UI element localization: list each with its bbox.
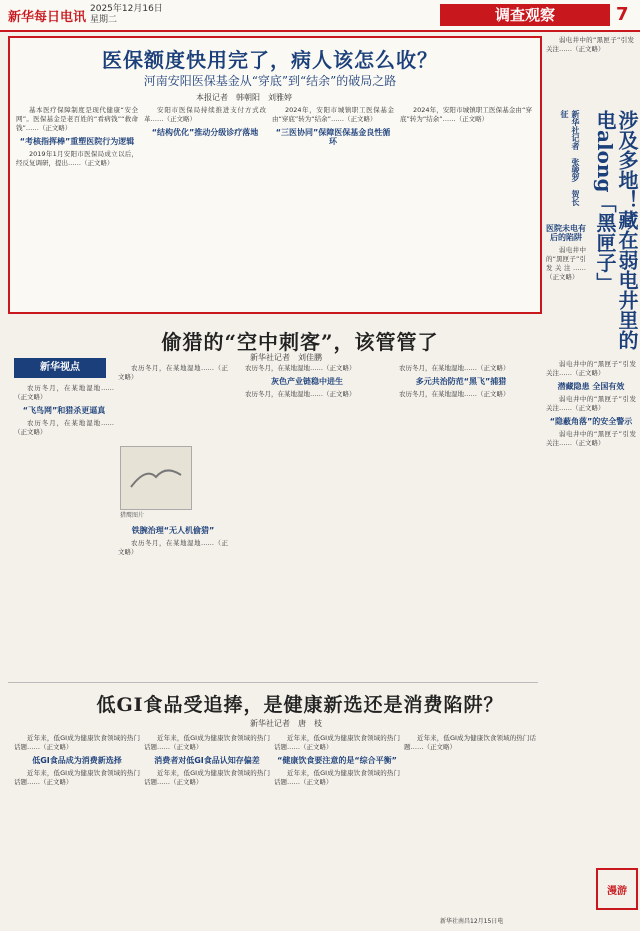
- article-c-title: 低GI食品受追捧，是健康新选还是消费陷阱？: [96, 694, 504, 716]
- article-c-subhead-2: 消费者对低GI食品认知存偏差: [154, 756, 260, 765]
- article-a-col-1: [16, 106, 138, 304]
- article-a-subhead-1: “考核指挥棒”重塑医院行为逻辑: [19, 137, 135, 146]
- article-c-para: 近年来，低GI成为健康饮食领域的热门话题……（正文略）: [144, 769, 270, 786]
- article-a-para: 2019年1月安阳市医保局成立以后，经反复调研，提出……（正文略）: [16, 150, 138, 167]
- article-b-para: 农历冬月，在某地湿地……（正文略）: [399, 364, 510, 372]
- article-c-byline: 新华社记者 唐 枝: [250, 719, 322, 728]
- article-a-col-2: [144, 106, 266, 304]
- article-b-subhead-4: 多元共治防范“黑飞”捕猎: [415, 377, 507, 386]
- article-b-subhead-2: 铁腕治理“无人机偷猎”: [131, 526, 215, 535]
- article-b-para: 农历冬月，在某地湿地……（正文略）: [245, 364, 356, 372]
- side-feature-subhead-2: 潜藏隐患 全国有效: [557, 382, 625, 391]
- article-b-para: 农历冬月，在某地湿地……（正文略）: [14, 419, 114, 436]
- newspaper-logo: 新华每日电讯: [8, 10, 87, 25]
- side-feature-byline: 新华社记者 张骏罗 贺长征: [560, 110, 581, 206]
- article-a-title: 医保额度快用完了，病人该怎么收？: [102, 48, 438, 72]
- article-c-para: 近年来，低GI成为健康饮食领域的热门话题……（正文略）: [14, 734, 140, 751]
- article-a-subhead-2: “结构优化”推动分级诊疗落地: [151, 128, 259, 137]
- article-b-para: 农历冬月，在某地湿地……（正文略）: [399, 390, 510, 398]
- article-c-col-3: [274, 734, 400, 924]
- side-feature-lead: [546, 36, 634, 106]
- article-a-byline: 本报记者 韩朝阳 刘雅婷: [196, 93, 292, 102]
- article-b-photo: [120, 446, 192, 510]
- side-feature-col-a: [546, 220, 586, 340]
- side-feature-para: 弱电井中的“黑匣子”引发关注……（正文略）: [546, 395, 636, 412]
- article-b-title: 偷猎的“空中刺客”，该管管了: [161, 330, 439, 354]
- article-c-col-1: [14, 734, 140, 924]
- article-c-para: 近年来，低GI成为健康饮食领域的热门话题……（正文略）: [274, 769, 400, 786]
- xinhua-viewpoint-badge: 新华视点: [14, 358, 106, 378]
- article-c-para: 近年来，低GI成为健康饮食领域的热门话题……（正文略）: [144, 734, 270, 751]
- article-b-para: 农历冬月，在某地湿地……（正文略）: [118, 364, 228, 381]
- side-feature-para: 弱电井中的“黑匣子”引发关注……（正文略）: [546, 36, 634, 53]
- side-feature-subhead-1: 医院未电有后的陷阱: [546, 224, 586, 242]
- masthead: [0, 0, 640, 32]
- side-feature-para: 弱电井中的“黑匣子”引发关注……（正文略）: [546, 360, 636, 377]
- article-b-photo-caption: 猎鹰图片: [120, 512, 145, 519]
- article-c-footer: 新华社南昌12月15日电: [440, 918, 504, 925]
- article-a-para: 2024年，安阳市城镇职工医保基金由“穿底”转为“结余”……（正文略）: [400, 106, 532, 123]
- article-c-col-2: [144, 734, 270, 924]
- side-feature-para: 弱电井中的“黑匣子”引发关注……（正文略）: [546, 246, 586, 281]
- article-c-subhead-1: 低GI食品成为消费新选择: [32, 756, 122, 765]
- side-feature-subhead-3: “隐蔽角落”的安全警示: [549, 417, 633, 426]
- page-number: 7: [616, 4, 629, 25]
- article-b-col-4: [386, 364, 536, 674]
- article-a-subtitle: 河南安阳医保基金从“穿底”到“结余”的破局之路: [143, 74, 397, 88]
- article-b-para: 农历冬月，在某地湿地……（正文略）: [118, 539, 228, 556]
- stamp-seal: 漫游: [596, 868, 638, 910]
- article-b-subhead-3: 灰色产业链稳中进生: [271, 377, 343, 386]
- article-a-col-4: [400, 106, 532, 304]
- article-a-para: 2024年，安阳市城镇职工医保基金由“穿底”转为“结余”……（正文略）: [272, 106, 394, 123]
- article-b-para: 农历冬月，在某地湿地……（正文略）: [245, 390, 356, 398]
- article-c-para: 近年来，低GI成为健康饮食领域的热门话题……（正文略）: [14, 769, 140, 786]
- bird-icon: [121, 447, 191, 509]
- side-feature-para: 弱电井中的“黑匣子”引发关注……（正文略）: [546, 430, 636, 447]
- issue-date: [90, 4, 163, 26]
- date-text: 2025年12月16日: [90, 4, 163, 14]
- side-feature-title: 涉及多地！藏在弱电井里的电along「黑匣子」: [593, 110, 639, 350]
- article-b-col-1: [14, 384, 114, 674]
- article-a-para: 基本医疗保障制度是现代健康“安全网”。医保基金是老百姓的“看病钱”“救命钱”……（正文略）: [16, 106, 138, 132]
- day-text: 星期二: [90, 15, 118, 25]
- article-a-para: 安阳市医保局持续推进支付方式改革……（正文略）: [144, 106, 266, 123]
- article-b-byline: 新华社记者 刘佳鹏: [250, 353, 322, 362]
- article-a-subhead-3: “三医协同”保障医保基金良性循环: [275, 128, 391, 146]
- article-b-col-2-top: [118, 364, 228, 444]
- article-a-col-3: [272, 106, 394, 304]
- article-c-col-4: [404, 734, 536, 914]
- article-c-subhead-3: “健康饮食要注意的是“综合平衡”: [277, 756, 397, 765]
- article-b-para: 农历冬月，在某地湿地……（正文略）: [14, 384, 114, 401]
- section-title: 调查观察: [440, 4, 610, 26]
- article-b-col-2: [118, 522, 228, 674]
- article-b-col-3: [232, 364, 382, 674]
- section-divider: [8, 682, 538, 683]
- side-feature-col-b: [546, 360, 636, 860]
- article-c-para: 近年来，低GI成为健康饮食领域的热门话题……（正文略）: [274, 734, 400, 751]
- article-b-subhead-1: “飞鸟网”和猎杀更逼真: [22, 406, 106, 415]
- article-c-para: 近年来，低GI成为健康饮食领域的热门话题……（正文略）: [404, 734, 536, 751]
